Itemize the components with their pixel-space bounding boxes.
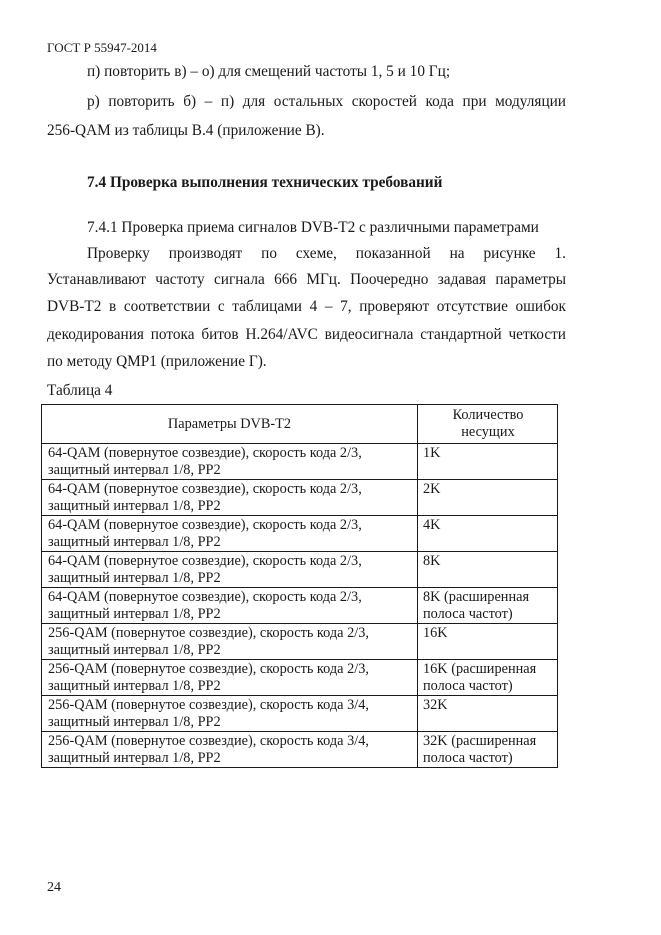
carriers-cell: 4K	[418, 516, 558, 552]
section-title: 7.4 Проверка выполнения технических требований	[87, 174, 443, 191]
table-row	[42, 444, 558, 480]
carriers-cell: 1K	[418, 444, 558, 480]
carriers-cell: 32K	[418, 696, 558, 732]
table-row	[42, 660, 558, 696]
table-caption: Таблица 4	[47, 382, 113, 399]
carriers-cell: 16K (расширенная полоса частот)	[418, 660, 558, 696]
params-cell: 64-QAM (повернутое созвездие), скорость кода 2/3, защитный интервал 1/8, PP2	[42, 480, 418, 516]
params-cell: 256-QAM (повернутое созвездие), скорость кода 2/3, защитный интервал 1/8, PP2	[42, 660, 418, 696]
table-row	[42, 696, 558, 732]
table-header-row	[42, 405, 558, 444]
table-row	[42, 552, 558, 588]
paragraph-line-5: по методу QMP1 (приложение Г).	[47, 353, 267, 370]
parameters-table	[41, 404, 558, 768]
header-carriers: Количество несущих	[418, 405, 558, 444]
table-row	[42, 732, 558, 768]
params-cell: 64-QAM (повернутое созвездие), скорость кода 2/3, защитный интервал 1/8, PP2	[42, 444, 418, 480]
params-cell: 64-QAM (повернутое созвездие), скорость кода 2/3, защитный интервал 1/8, PP2	[42, 588, 418, 624]
carriers-cell: 32K (расширенная полоса частот)	[418, 732, 558, 768]
params-cell: 256-QAM (повернутое созвездие), скорость кода 3/4, защитный интервал 1/8, PP2	[42, 696, 418, 732]
paragraph-line-3: DVB-T2 в соответствии с таблицами 4 – 7, проверяют отсутствие ошибок	[47, 298, 566, 315]
paragraph-line-4: декодирования потока битов H.264/AVC видеосигнала стандартной четкости	[47, 326, 566, 343]
header-params: Параметры DVB-T2	[42, 405, 418, 444]
params-cell: 256-QAM (повернутое созвездие), скорость кода 3/4, защитный интервал 1/8, PP2	[42, 732, 418, 768]
params-cell: 64-QAM (повернутое созвездие), скорость кода 2/3, защитный интервал 1/8, PP2	[42, 516, 418, 552]
list-item-r-line1: р) повторить б) – п) для остальных скоростей кода при модуляции	[87, 93, 566, 110]
carriers-cell: 8K (расширенная полоса частот)	[418, 588, 558, 624]
document-header: ГОСТ Р 55947-2014	[47, 40, 157, 55]
subsection-title: 7.4.1 Проверка приема сигналов DVB-T2 с различными параметрами	[87, 219, 539, 236]
page-number: 24	[47, 880, 61, 895]
paragraph-line-2: Устанавливают частоту сигнала 666 МГц. Поочередно задавая параметры	[47, 271, 566, 288]
table-row	[42, 480, 558, 516]
table-row	[42, 588, 558, 624]
list-item-p: п) повторить в) – о) для смещений частоты 1, 5 и 10 Гц;	[87, 63, 451, 80]
table-row	[42, 624, 558, 660]
carriers-cell: 16K	[418, 624, 558, 660]
paragraph-line-1: Проверку производят по схеме, показанной на рисунке 1.	[87, 245, 566, 262]
params-cell: 256-QAM (повернутое созвездие), скорость кода 2/3, защитный интервал 1/8, PP2	[42, 624, 418, 660]
list-item-r-line2: 256-QAM из таблицы В.4 (приложение В).	[47, 122, 325, 139]
params-cell: 64-QAM (повернутое созвездие), скорость кода 2/3, защитный интервал 1/8, PP2	[42, 552, 418, 588]
table-row	[42, 516, 558, 552]
carriers-cell: 2K	[418, 480, 558, 516]
carriers-cell: 8K	[418, 552, 558, 588]
